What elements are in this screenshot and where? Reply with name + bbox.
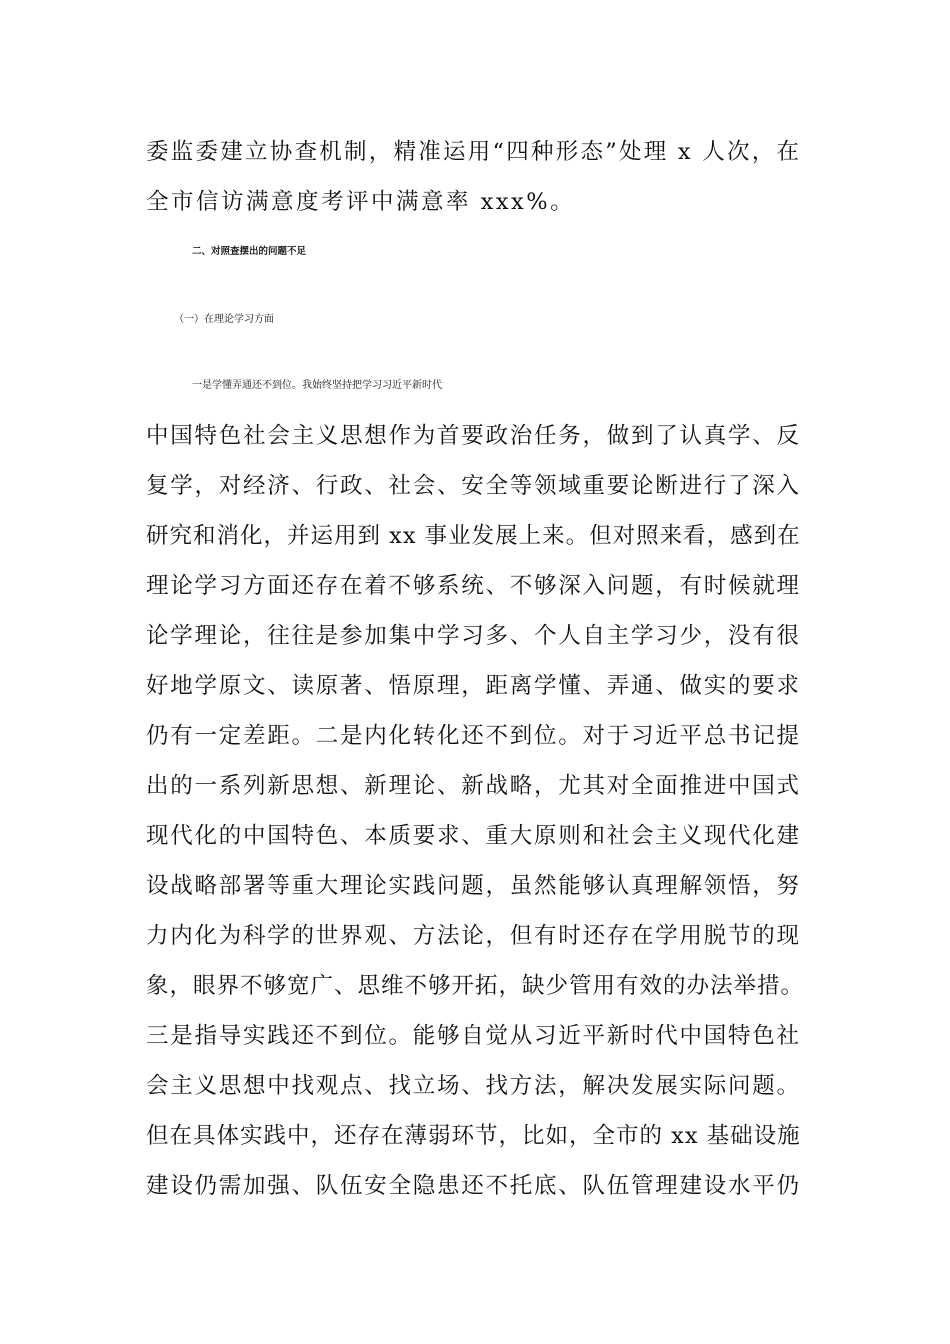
body-line-12: 现代化的中国特色、本质要求、重大原则和社会主义现代化建: [146, 823, 801, 849]
body-line-1: 委监委建立协查机制，精准运用“四种形态”处理 x 人次，在: [146, 139, 802, 165]
body-line-11: 出的一系列新思想、新理论、新战略，尤其对全面推进中国式: [146, 773, 801, 799]
body-line-2: 全市信访满意度考评中满意率 xxx%。: [146, 189, 576, 215]
body-line-10: 仍有一定差距。二是内化转化还不到位。对于习近平总书记提: [146, 723, 801, 749]
body-line-16: 三是指导实践还不到位。能够自觉从习近平新时代中国特色社: [146, 1023, 801, 1049]
body-line-18: 但在具体实践中，还存在薄弱环节，比如，全市的 xx 基础设施: [146, 1123, 801, 1149]
body-line-14: 力内化为科学的世界观、方法论，但有时还存在学用脱节的现: [146, 923, 801, 949]
body-line-4: 中国特色社会主义思想作为首要政治任务，做到了认真学、反: [146, 423, 801, 449]
body-line-13: 设战略部署等重大理论实践问题，虽然能够认真理解领悟，努: [146, 873, 801, 899]
body-line-9: 好地学原文、读原著、悟原理，距离学懂、弄通、做实的要求: [146, 673, 801, 699]
section-heading: 二、对照查摆出的问题不足: [192, 246, 307, 257]
body-line-7: 理论学习方面还存在着不够系统、不够深入问题，有时候就理: [146, 573, 801, 599]
body-line-17: 会主义思想中找观点、找立场、找方法，解决发展实际问题。: [146, 1073, 801, 1099]
subsection-heading: （一）在理论学习方面: [174, 314, 274, 325]
body-line-6: 研究和消化，并运用到 xx 事业发展上来。但对照来看，感到在: [146, 523, 801, 549]
body-line-5: 复学，对经济、行政、社会、安全等领域重要论断进行了深入: [146, 473, 801, 499]
body-line-3: 一是学懂弄通还不到位。我始终坚持把学习习近平新时代: [192, 380, 442, 391]
body-line-19: 建设仍需加强、队伍安全隐患还不托底、队伍管理建设水平仍: [146, 1173, 801, 1199]
body-line-8: 论学理论，往往是参加集中学习多、个人自主学习少，没有很: [146, 623, 801, 649]
body-line-15: 象，眼界不够宽广、思维不够开拓，缺少管用有效的办法举措。: [146, 973, 805, 999]
